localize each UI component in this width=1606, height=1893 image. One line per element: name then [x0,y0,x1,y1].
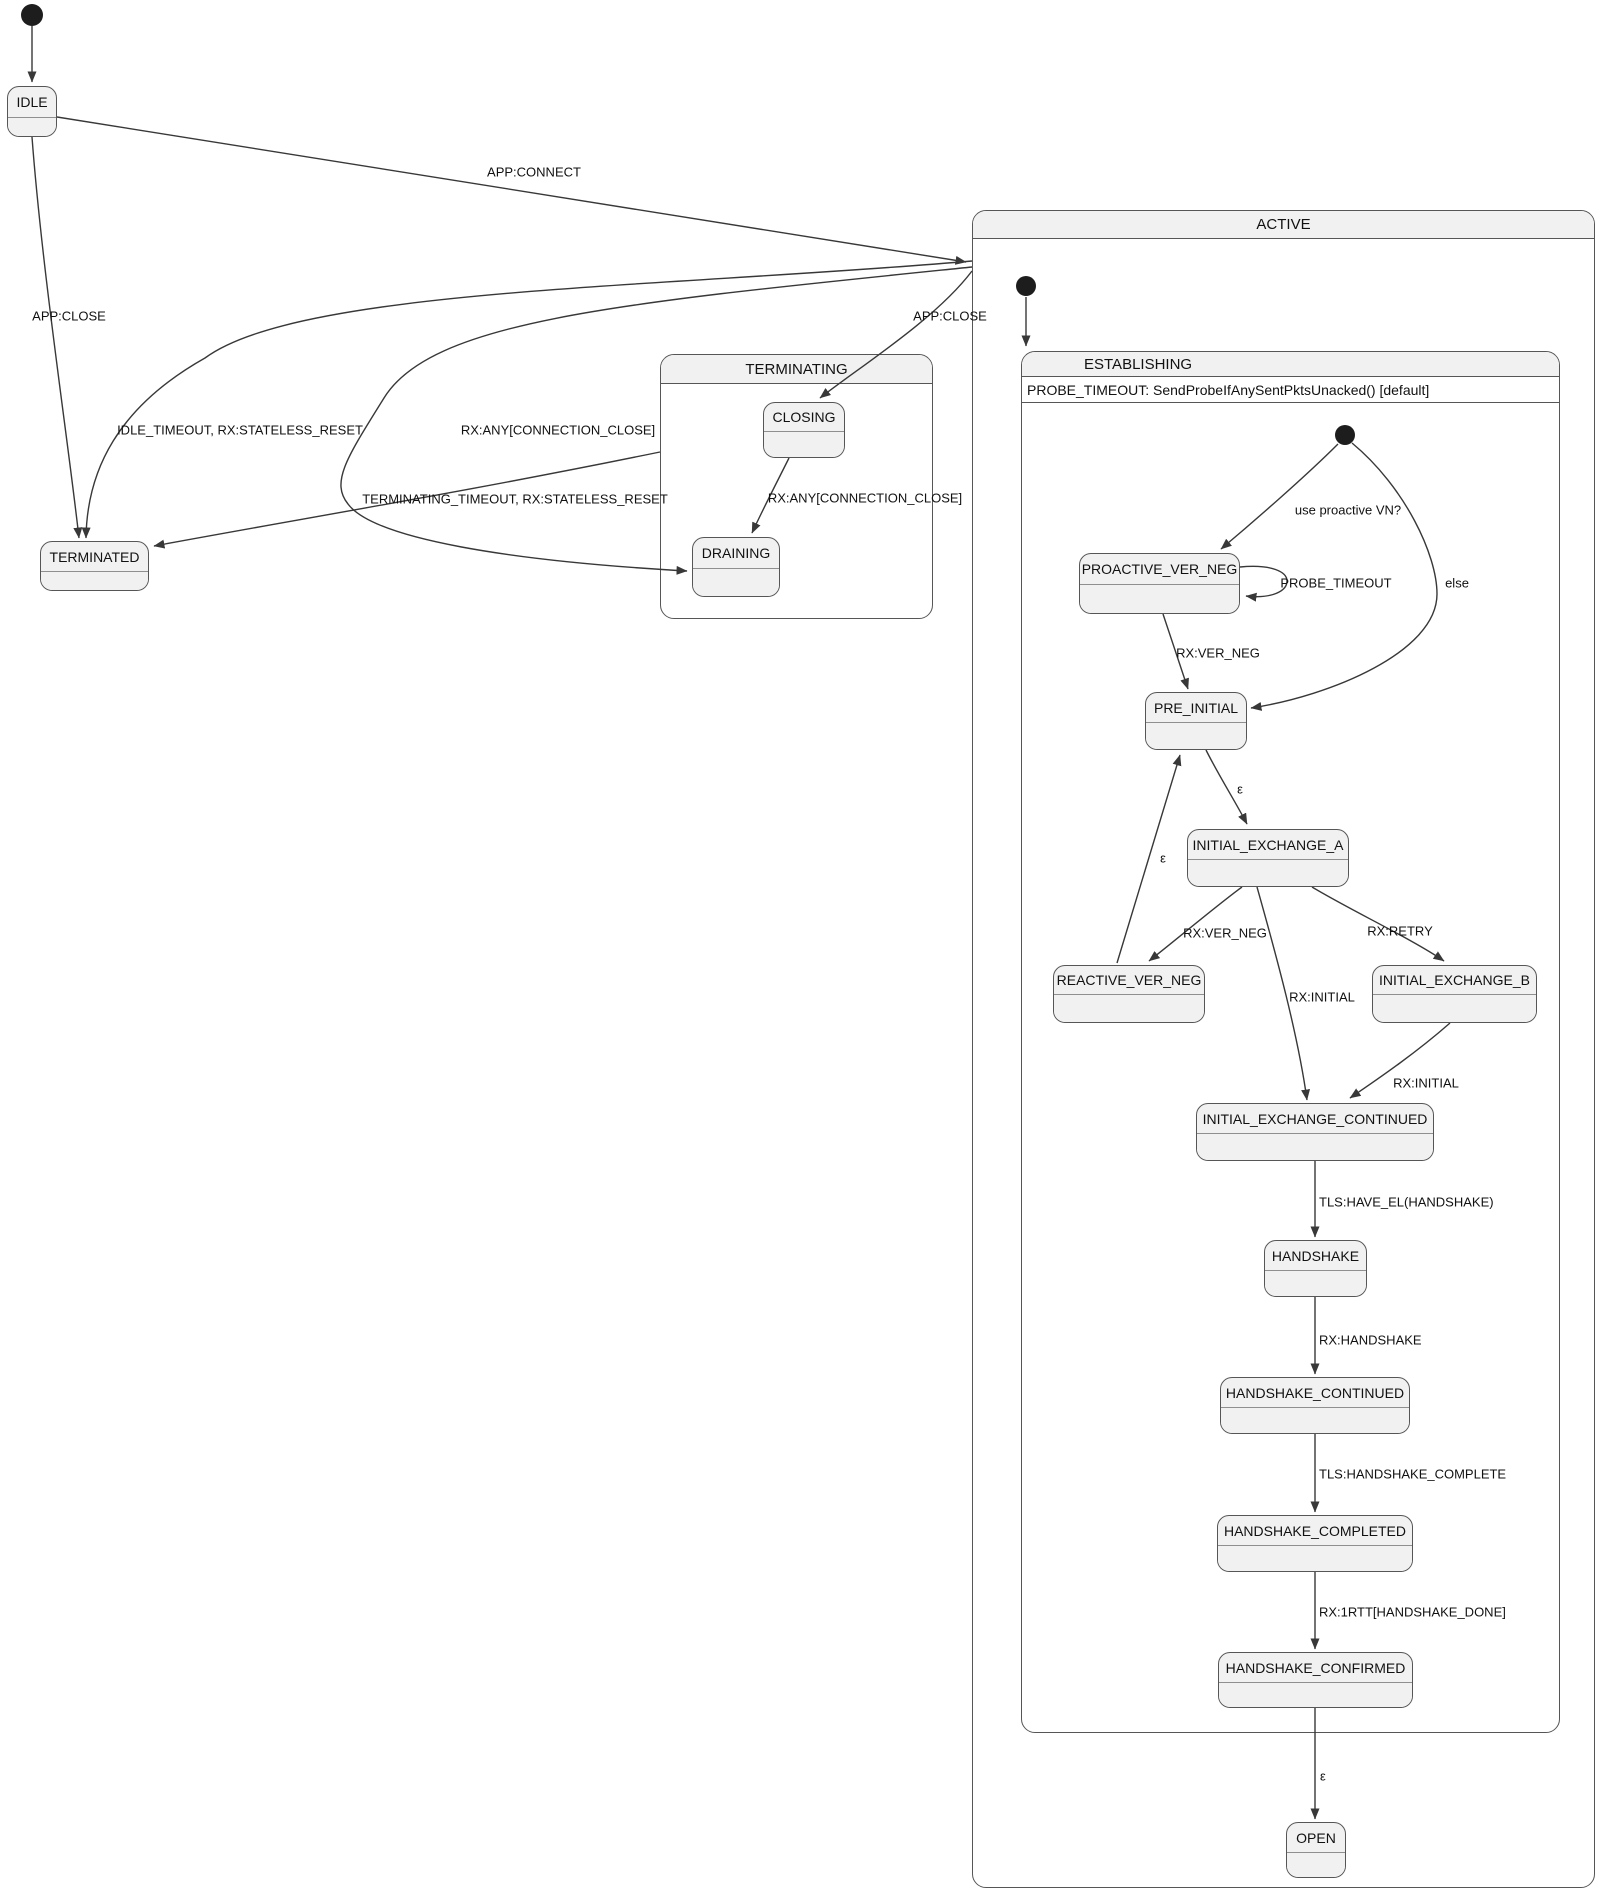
state-draining-body [693,568,779,596]
state-pre-initial [1145,692,1247,750]
state-handshake-completed [1217,1515,1413,1572]
state-initial-exchange-b-body [1373,994,1536,1022]
label-rx-any-connection-close-left: RX:ANY[CONNECTION_CLOSE] [460,422,656,438]
label-else: else [1445,575,1469,591]
state-handshake [1264,1240,1367,1297]
state-proactive-ver-neg-body [1080,584,1239,613]
state-initial-exchange-continued-label: INITIAL_EXCHANGE_CONTINUED [1202,1110,1428,1127]
state-handshake-body [1265,1270,1366,1296]
state-terminated-body [41,571,148,590]
active-title-bar [973,211,1594,239]
state-handshake-confirmed [1218,1652,1413,1708]
state-terminated [40,541,149,591]
label-rx-ver-neg-to-reactive: RX:VER_NEG [1183,925,1267,941]
establishing-title: ESTABLISHING [1084,355,1193,373]
label-rx-1rtt-handshake-done: RX:1RTT[HANDSHAKE_DONE] [1319,1604,1506,1620]
state-initial-exchange-a-label: INITIAL_EXCHANGE_A [1192,836,1344,853]
state-initial-exchange-b-label: INITIAL_EXCHANGE_B [1379,972,1530,988]
state-pre-initial-label: PRE_INITIAL [1153,699,1239,716]
state-handshake-label: HANDSHAKE [1271,1247,1360,1264]
state-draining-label: DRAINING [701,545,771,561]
terminating-title: TERMINATING [745,360,848,378]
state-closing-label: CLOSING [772,409,836,425]
state-closing [763,402,845,458]
state-reactive-ver-neg [1053,965,1205,1023]
state-initial-exchange-b [1372,965,1537,1023]
label-use-proactive-vn: use proactive VN? [1294,502,1402,518]
state-handshake-continued-label: HANDSHAKE_CONTINUED [1225,1384,1405,1401]
label-probe-timeout: PROBE_TIMEOUT [1280,575,1392,591]
terminating-title-bar [661,355,932,384]
label-tls-handshake-complete: TLS:HANDSHAKE_COMPLETE [1319,1466,1507,1482]
label-app-connect: APP:CONNECT [487,164,581,180]
state-proactive-ver-neg [1079,553,1240,614]
state-open [1286,1822,1346,1878]
state-pre-initial-body [1146,722,1246,749]
label-rx-retry: RX:RETRY [1367,923,1433,939]
initial-state-dot [21,4,43,26]
label-epsilon-reactive-to-pre: ε [1160,850,1166,866]
label-rx-initial-b: RX:INITIAL [1393,1075,1459,1091]
state-open-label: OPEN [1296,1829,1336,1846]
state-closing-body [764,431,844,457]
state-reactive-ver-neg-label: REACTIVE_VER_NEG [1056,972,1202,988]
state-handshake-confirmed-body [1219,1682,1412,1707]
state-initial-exchange-a [1187,829,1349,887]
label-epsilon-pre-to-a: ε [1237,781,1243,797]
state-initial-exchange-continued-body [1197,1133,1433,1160]
label-epsilon-to-open: ε [1320,1768,1326,1784]
state-draining [692,537,780,597]
edge-idle-to-terminated [32,137,79,538]
label-rx-any-connection-close-right: RX:ANY[CONNECTION_CLOSE] [767,490,963,506]
establishing-internal-activity: PROBE_TIMEOUT: SendProbeIfAnySentPktsUnacked() [default] [1022,377,1559,403]
state-reactive-ver-neg-body [1054,994,1204,1022]
state-idle [7,86,57,137]
state-handshake-continued-body [1221,1407,1409,1433]
edge-idle-to-active [57,117,966,262]
state-idle-label: IDLE [16,94,48,110]
establishing-title-bar [1022,352,1559,377]
state-handshake-completed-body [1218,1545,1412,1571]
label-app-close-right: APP:CLOSE [913,308,987,324]
label-idle-timeout: IDLE_TIMEOUT, RX:STATELESS_RESET [117,422,363,438]
active-title: ACTIVE [1256,216,1311,233]
label-terminating-timeout: TERMINATING_TIMEOUT, RX:STATELESS_RESET [362,491,668,507]
label-tls-have-el: TLS:HAVE_EL(HANDSHAKE) [1319,1194,1494,1210]
state-idle-body [8,117,56,136]
state-initial-exchange-a-body [1188,859,1348,886]
state-open-body [1287,1852,1345,1877]
label-rx-handshake: RX:HANDSHAKE [1319,1332,1422,1348]
state-initial-exchange-continued [1196,1103,1434,1161]
label-app-close-left: APP:CLOSE [32,308,106,324]
state-handshake-continued [1220,1377,1410,1434]
state-proactive-ver-neg-label: PROACTIVE_VER_NEG [1081,561,1238,577]
label-rx-ver-neg-to-pre: RX:VER_NEG [1176,645,1260,661]
label-rx-initial-a: RX:INITIAL [1289,989,1355,1005]
state-terminated-label: TERMINATED [49,548,140,565]
state-handshake-confirmed-label: HANDSHAKE_CONFIRMED [1225,1659,1406,1676]
state-handshake-completed-label: HANDSHAKE_COMPLETED [1223,1522,1407,1539]
